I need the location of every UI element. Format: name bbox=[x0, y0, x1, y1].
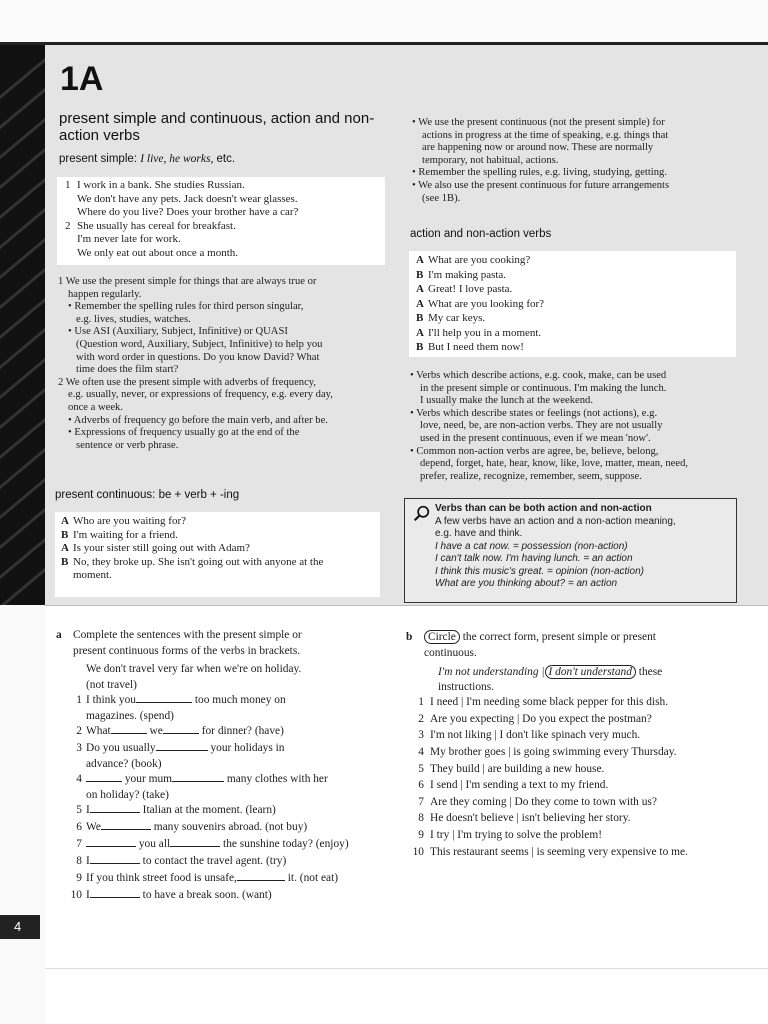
action-verb-rules: • Verbs which describe actions, e.g. cook, make, can be used in the present simple or continuous. I'm making the lunch. I usually make the lunch at the weekend. • Verbs which describe states or feelings (not actions), e.g. love, need, be, are non-action verbs. They are not usually used in the present continuous, even if we mean 'now'. • Common non-action verbs are agree, be, believe, belong, depend, forget, hate, hear, know, like, love, matter, mean, need, prefer, realize, recognize, remember, seem, suppose. bbox=[410, 370, 689, 482]
present-continuous-rules: • We use the present continuous (not the present simple) for actions in progress at the time of speaking, e.g. things that are happening now or around now. These are normally temporary, not habitual, actions. • Remember the spelling rules, e.g. living, studying, getting. • We also use the present continuous for future arrangements (see 1B). bbox=[412, 117, 670, 204]
exercise-a-item-3: 3 Do you usually your holidays in bbox=[76, 742, 285, 754]
answer-blank[interactable] bbox=[163, 723, 199, 734]
exercise-a-item-6: 6 We many souvenirs abroad. (not buy) bbox=[76, 821, 308, 833]
exercise-b-item: 5 They build | are building a new house. bbox=[418, 762, 605, 775]
exercise-b: b Circle the correct form, present simple or present continuous. I'm not understanding | I don't understand these instructions. 1 I need | I'm needing some black pepper for this dish. 2 Are you expecting | Do you expect the postman? 3 I'm not liking | I don't like spinach very much. 4 My brother goes | is going swimming every Thursday. 5 They build | are building a new house. 6 I send | I'm sending a text to my friend. 7 Are they coming | Do they come to town with us? 8 He doesn't believe | isn't believing her story. 9 I try | I'm trying to solve the problem! 10 This restaurant seems | is seeming very expensive to me. bbox=[406, 629, 751, 860]
example-line: B My car keys. bbox=[416, 312, 486, 324]
present-simple-examples bbox=[57, 177, 385, 265]
answer-blank[interactable] bbox=[101, 819, 151, 830]
answer-blank[interactable] bbox=[237, 870, 285, 881]
exercise-a-item-4: 4 your mum many clothes with her bbox=[76, 773, 328, 785]
circled-answer: I don't understand bbox=[545, 665, 636, 679]
verbs-box-title: Verbs than can be both action and non-action bbox=[435, 503, 652, 514]
exercise-b-item: 7 Are they coming | Do they come to town with us? bbox=[418, 795, 657, 808]
present-continuous-examples bbox=[55, 512, 380, 597]
example-line: A Is your sister still going out with Adam? bbox=[61, 542, 250, 554]
example-line: B No, they broke up. She isn't going out with anyone at the bbox=[61, 555, 324, 568]
subheading-action-verbs: action and non-action verbs bbox=[410, 228, 552, 240]
example-line: Where do you live? Does your brother have a car? bbox=[77, 206, 299, 218]
unit-label: 1A bbox=[60, 60, 104, 98]
example-line: 2 She usually has cereal for breakfast. bbox=[65, 219, 236, 232]
exercise-b-item: 3 I'm not liking | I don't like spinach very much. bbox=[418, 729, 641, 742]
side-stripe-decoration bbox=[0, 45, 45, 605]
exercise-a-item-9: 9 If you think street food is unsafe, it. (not eat) bbox=[76, 872, 339, 884]
exercise-b-item: 10 This restaurant seems | is seeming very expensive to me. bbox=[412, 845, 688, 858]
present-simple-rules: 1 We use the present simple for things that are always true or happen regularly. • Remember the spelling rules for third person singular, e.g. lives, studies, watches. • Use ASI (Auxiliary, Subject, Infinitive) or QUASI (Question word, Auxiliary, Subject, Infinitive) to help you with word order in questions. Do you know David? What time does the film start? 2 We often use the present simple with adverbs of frequency, e.g. usually, never, or expressions of frequency, e.g. every day, once a week. • Adverbs of frequency go before the main verb, and after be. • Expressions of frequency usually go at the end of the sentence or verb phrase. bbox=[58, 276, 333, 451]
exercise-a-item-1: 1 I think you too much money on bbox=[76, 694, 286, 706]
exercise-a-item-10: 10 I to have a break soon. (want) bbox=[70, 889, 272, 901]
example-line: B I'm making pasta. bbox=[416, 268, 507, 281]
exercise-b-item: 1 I need | I'm needing some black pepper for this dish. bbox=[418, 696, 669, 709]
exercise-b-item: 4 My brother goes | is going swimming every Thursday. bbox=[418, 745, 677, 758]
scan-margin bbox=[0, 0, 768, 44]
subheading-present-simple: present simple: I live, he works, etc. bbox=[59, 153, 236, 165]
exercise-a-item-8: 8 I to contact the travel agent. (try) bbox=[76, 855, 287, 867]
answer-blank[interactable] bbox=[170, 836, 220, 847]
magnifier-icon bbox=[413, 505, 430, 522]
example-line: A What are you looking for? bbox=[416, 297, 545, 310]
exercise-a-item-7: 7 you all the sunshine today? (enjoy) bbox=[76, 838, 349, 850]
section-divider bbox=[45, 605, 768, 606]
subheading-present-continuous: present continuous: be + verb + -ing bbox=[55, 489, 240, 501]
verbs-info-box: Verbs than can be both action and non-action A few verbs have an action and a non-action meaning, e.g. have and think. I have a cat now. = possession (non-action) I can't talk now. I'm having lunch. = an action I think this music's great. = opinion (non-action) What are you thinking about? = an action bbox=[404, 498, 737, 603]
page-number: 4 bbox=[0, 915, 40, 939]
exercise-a-item-5: 5 I Italian at the moment. (learn) bbox=[76, 804, 276, 816]
exercise-b-example: I'm not understanding | I don't understand these bbox=[438, 665, 663, 678]
example-line: B I'm waiting for a friend. bbox=[61, 528, 178, 541]
action-verb-examples bbox=[409, 251, 736, 357]
page-title: present simple and continuous, action and non-action verbs bbox=[59, 110, 375, 144]
answer-blank[interactable] bbox=[90, 887, 140, 898]
answer-blank[interactable] bbox=[90, 802, 140, 813]
page-bottom-rule bbox=[45, 968, 768, 969]
exercise-b-item: 2 Are you expecting | Do you expect the postman? bbox=[418, 712, 652, 725]
answer-blank[interactable] bbox=[86, 771, 122, 782]
example-line: moment. bbox=[73, 569, 112, 581]
example-line: A I'll help you in a moment. bbox=[416, 326, 542, 339]
exercise-b-item: 6 I send | I'm sending a text to my friend. bbox=[418, 779, 609, 792]
example-line: We only eat out about once a month. bbox=[77, 246, 239, 259]
exercise-b-item: 8 He doesn't believe | isn't believing her story. bbox=[418, 812, 631, 825]
circled-word: Circle bbox=[424, 630, 460, 644]
example-line: B But I need them now! bbox=[416, 341, 524, 353]
example-line: I'm never late for work. bbox=[77, 233, 181, 245]
example-line: A Who are you waiting for? bbox=[61, 515, 187, 527]
example-line: A What are you cooking? bbox=[416, 254, 531, 266]
answer-blank[interactable] bbox=[90, 853, 140, 864]
answer-blank[interactable] bbox=[156, 740, 208, 751]
lower-margin bbox=[0, 605, 45, 1024]
example-line: 1 I work in a bank. She studies Russian. bbox=[65, 179, 245, 191]
answer-blank[interactable] bbox=[172, 771, 224, 782]
exercise-b-item: 9 I try | I'm trying to solve the problem! bbox=[418, 828, 602, 841]
example-line: We don't have any pets. Jack doesn't wear glasses. bbox=[77, 192, 298, 205]
exercise-a-item-2: 2 What we for dinner? (have) bbox=[76, 725, 284, 737]
example-line: A Great! I love pasta. bbox=[416, 283, 513, 295]
exercise-a: a Complete the sentences with the present simple or present continuous forms of the verbs in brackets. We don't travel very far when we're on holiday. (not travel) 1 I think you too much money on magazines. (spend) 2 What we for dinner? (have) 3 Do you usually your holidays in advance? (book) 4 your mum many clothes with her on holiday? (take) 5 I Italian at the moment. (learn) 6 We many souvenirs abroad. (not buy) 7 you all the sunshine today? (enjoy) 8 I to contact the travel agent. (try) 9 If you think street food is unsafe, it. (not eat) 10 I to have a break soon. (want) bbox=[56, 627, 396, 904]
exercise-a-example: We don't travel very far when we're on holiday. bbox=[86, 663, 302, 675]
answer-blank[interactable] bbox=[111, 723, 147, 734]
answer-blank[interactable] bbox=[86, 836, 136, 847]
answer-blank[interactable] bbox=[136, 692, 192, 703]
